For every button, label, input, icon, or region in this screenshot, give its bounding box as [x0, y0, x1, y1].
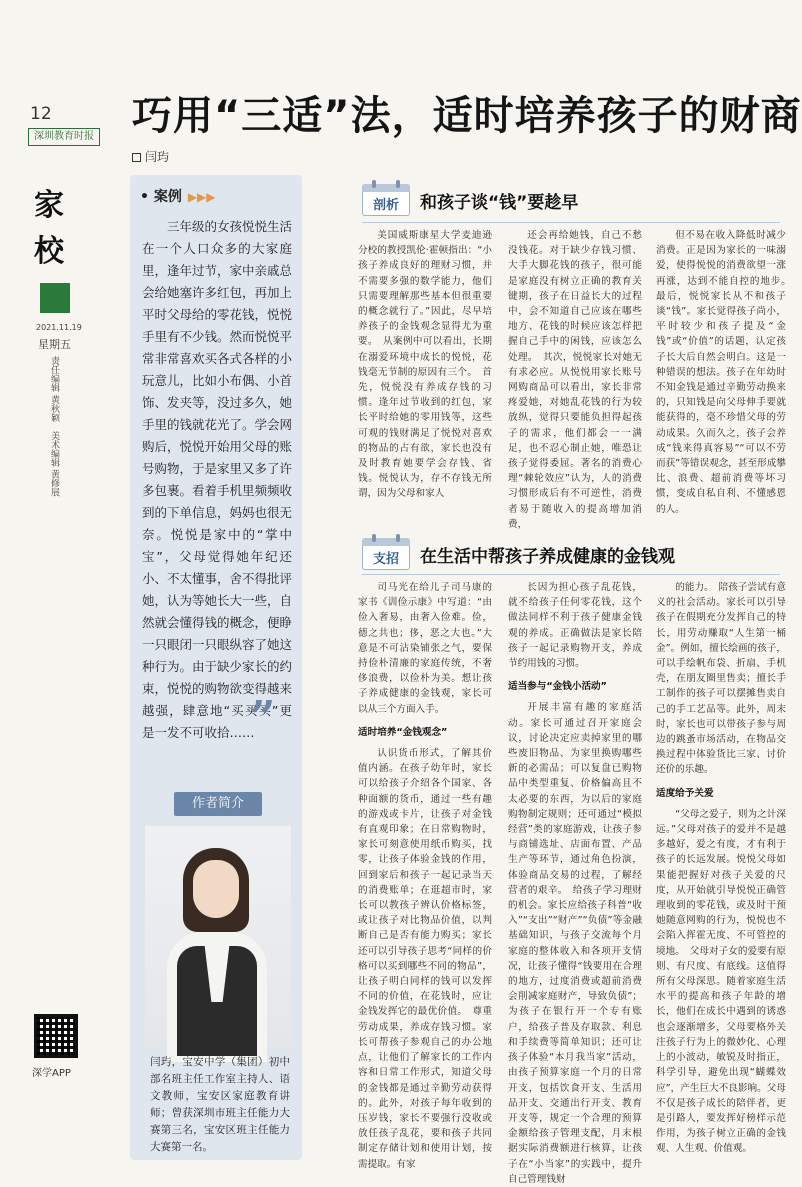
editor-credits: 责任编辑 黄秋颖 美术编辑 黄修展 [49, 356, 59, 497]
byline-author: 闫玙 [145, 150, 170, 164]
app-label: 深学APP [32, 1068, 71, 1079]
section-name-char-1: 家 [34, 188, 64, 223]
section-tips-tag: 支招 [372, 552, 399, 567]
section2-col3-body: “父母之爱子，则为之计深远。”父母对孩子的爱并不是越多越好，爱之有度，才有利于孩子的长远发展。悦悦父母如果能把握好对孩子关爱的尺度，从开始就引导悦悦正确管理收到的零花钱，或及时干预她随意网购的行为，悦悦也不会陷入挥霍无度、不可管控的境地。 父母对子女的爱要有原则、有尺度、有底线。这值得所有父母深思。随着家庭生活水平的提高和孩子年龄的增长，他们在成长中遇到的诱惑也会逐渐增多，父母要格外关注孩子行为上的微妙化、心理上的小波动，敏锐及时指正，科学引导，避免出现“蝴蝶效应”，产生巨大不良影响。父母不仅是孩子成长的陪伴者，更是引路人，要发挥好榜样示范作用，为孩子树立正确的金钱观、人生观、价值观。 [656, 808, 786, 1155]
divider [362, 574, 780, 575]
author-intro-tab: 作者简介 [174, 792, 262, 816]
section-analysis-tag: 剖析 [372, 198, 399, 213]
page-number: 12 [30, 104, 52, 124]
case-story: 三年级的女孩悦悦生活在一个人口众多的大家庭里，逢年过节，家中亲戚总会给她塞许多红包，再加上平时父母给的零花钱，悦悦手里有不少钱。然而悦悦平常非常喜欢买各式各样的小玩意儿，比如小布偶、小首饰、发夹等，没过多久，她手里的钱就花光了。学会网购后，悦悦开始用父母的账号购物，于是家里又多了许多包裹。看着手机里频频收到的下单信息，妈妈也很无奈。悦悦是家中的“掌中宝”，父母觉得她年纪还小、不太懂事，舍不得批评她，认为等她长大一些，自然就会懂得钱的概念，便睁一只眼闭一只眼纵容了她这种行为。由于缺少家长的约束，悦悦的购物欲变得越来越强，肆意地“买买买”更是一发不可收拾…… [142, 219, 293, 740]
section2-col1-body: 认识货币形式，了解其价值内涵。在孩子幼年时，家长可以给孩子介绍各个国家、各种面额的货币，通过一些有趣的游戏或卡片，让孩子对金钱有直观印象；在日常购物时，家长可刻意使用纸币购买，找零，让孩子体验金钱的作用，回到家后和孩子一起记录当天的消费账单；在逛超市时，家长可以教孩子辨认价格标签，或让孩子对比物品价值，以判断自己是否有能力购买；家长还可以引导孩子思考“同样的价格可以买到哪些不同的物品”，让孩子明白同样的钱可以发挥不同的价值，在花钱时，应让金钱发挥它的最优价值。 尊重劳动成果，养成存钱习惯。家长可帮孩子参观自己的办公地点，让他们了解家长的工作内容和日常工作形式，知道父母的金钱都是通过辛勤劳动获得的。此外，对孩子每年收到的压岁钱，家长不要强行没收或放任孩子乱花，要和孩子共同制定存储计划和使用计划，按需提取。有家 [358, 748, 492, 1170]
byline [132, 148, 169, 165]
section1-column-3: 但不易在收入降低时减少消费。正是因为家长的一味溺爱，使得悦悦的消费欲望一涨再涨，达到不能自控的地步。 最后，悦悦家长从不和孩子谈“钱”。家长觉得孩子尚小，平时较少和孩子提及“金钱”或“价值”的话题，认定孩子长大后自然会明白。这是一种错误的想法。孩子在年幼时不知金钱是通过辛勤劳动换来的，只知钱是向父母伸手要就能获得的，毫不珍惜父母的劳动成果。久而久之，孩子会养成“钱来得真容易”“可以不劳而获”等错误观念，甚至形成攀比、浪费、超前消费等坏习惯，变成自私自利、不懂感恩的人。 [656, 230, 796, 515]
case-heading-label: 案例 [153, 189, 182, 205]
issue-date: 2021.11.19 [36, 323, 82, 332]
section2-intro: 司马光在给儿子司马康的家书《训俭示康》中写道：“由俭入奢易，由奢入俭难。俭，德之共也；侈，恶之大也。”大意是不可沾染铺张之气，要保持俭朴清廉的家庭传统，不奢侈浪费，以俭朴为美。想让孩子养成健康的金钱观，家长可以从三个方面入手。 [358, 582, 492, 715]
section-color-block [40, 283, 70, 313]
author-bio: 闫玙，宝安中学（集团）初中部名班主任工作室主持人、语文教师，宝安区家庭教育讲师；曾获深圳市班主任能力大赛第三名，宝安区班主任能力大赛第一名。 [150, 1056, 290, 1153]
section2-col2-body: 开展丰富有趣的家庭活动。家长可通过召开家庭会议，讨论决定应卖掉家里的哪些废旧物品、为家里换购哪些新的必需品；可以复盘已购物品中类型重复、价格偏高且不太必要的东西，为以后的家庭购物制定规则；还可通过“模拟经营”类的家庭游戏，让孩子参与商铺选址、店面布置、产品生产等环节，通过角色扮演，体验商品交易的过程，了解经营者的艰辛。 给孩子学习理财的机会。家长应给孩子科普“收入”“支出”“财产”“负债”等金融基础知识，与孩子交流每个月家庭的整体收入和各项开支情况，让孩子懂得“钱要用在合理的地方，过度消费或超前消费会削减家庭财产，导致负债”；为孩子在银行开一个专有账户，给孩子普及存取款、利息和手续费等简单知识；还可让孩子体验“本月我当家”活动，由孩子预算家庭一个月的日常开支，包括饮食开支、生活用品开支、交通出行开支、教育开支等，规定一个合理的预算金额给孩子管理支配，月末根据实际消费额进行核算，让孩子在“小当家”的实践中，提升自己管理钱财 [508, 702, 642, 1185]
newspaper-masthead-logo: 深圳教育时报 [28, 128, 100, 146]
section-name-char-2: 校 [34, 234, 64, 269]
section-analysis-banner [362, 184, 662, 212]
section1-column-2: 还会再给她钱，自己不愁没钱花。对于缺少存钱习惯、大手大脚花钱的孩子，很可能是家庭没有树立正确的教育关键期，孩子在日益长大的过程中，会不知道自己应该在哪些地方、花钱的时候应该怎样把握自己手中的闲钱，应该怎么处理。 其次，悦悦家长对她无有求必应。从悦悦用家长账号网购商品可以看出，家长非常疼爱她，对她乱花钱的行为较放纵，觉得只要能负担得起孩子的需求，他们都会一一满足，也不忍心制止她，唯恐让孩子觉得委屈。著名的消费心理“棘轮效应”认为，人的消费习惯形成后有不可逆性，消费者易于随收入的提高增加消费， [508, 230, 642, 530]
subheading-money-activities: 适当参与“金钱小活动” [508, 681, 607, 693]
section1-column-1: 美国威斯康星大学麦迪逊分校的教授凯伦·霍顿指出：“小孩子养成良好的理财习惯，并不需要多强的数学能力，他们只需要理解那些基本但很重要的概念就行了。”因此，尽早培养孩子的金钱观念显得尤为重要。 从案例中可以看出，长期在溺爱环境中成长的悦悦，花钱毫无节制的原因有三个。 首先，悦悦没有养成存钱的习惯。逢年过节收到的红包，家长平时给她的零用钱等，这些可观的钱财满足了悦悦对喜欢的物品的占有欲，家长也没有及时教育她要学会存钱、省钱。悦悦认为，存不存钱无所谓，因为父母和家人 [358, 230, 492, 500]
arrow-right-icon: ▶▶▶ [187, 190, 216, 204]
qr-code-icon [34, 1014, 78, 1058]
section2-column-2 [508, 580, 642, 1185]
issue-weekday: 星期五 [38, 338, 71, 351]
byline-box-icon [132, 153, 141, 162]
section-tips-title: 在生活中帮孩子养成健康的金钱观 [420, 547, 675, 567]
section2-col2-top: 长因为担心孩子乱花钱，就不给孩子任何零花钱，这个做法同样不利于孩子健康金钱观的养成。正确做法是家长陪孩子一起记录购物开支，养成节约用钱的习惯。 [508, 582, 642, 670]
article-headline: 巧用“三适”法，适时培养孩子的财商 [132, 93, 802, 139]
divider [362, 222, 780, 223]
author-photo [145, 826, 291, 1048]
case-heading: • 案例 ▶▶▶ [140, 189, 216, 205]
section-tips-banner [362, 538, 762, 566]
subheading-moderate-love: 适度给予关爱 [656, 787, 714, 799]
section2-col3-top: 的能力。 陪孩子尝试有意义的社会活动。家长可以引导孩子在假期充分发挥自己的特长，用劳动赚取“人生第一桶金”。例如，擅长绘画的孩子，可以手绘帆布袋、折扇、手机壳，在朋友圈里售卖；擅长手工制作的孩子可以摆摊售卖自己的手工艺品等。此外，周末时，家长也可以带孩子参与周边的跳蚤市场活动，在物品交换过程中体验货比三家、讨价还价的乐趣。 [656, 582, 786, 776]
section2-column-1 [358, 580, 492, 1170]
quote-mark-icon: ” [250, 692, 276, 743]
section-analysis-title: 和孩子谈“钱”要趁早 [420, 193, 579, 213]
section2-column-3 [656, 580, 786, 1170]
subheading-money-concept: 适时培养“金钱观念” [358, 726, 448, 738]
